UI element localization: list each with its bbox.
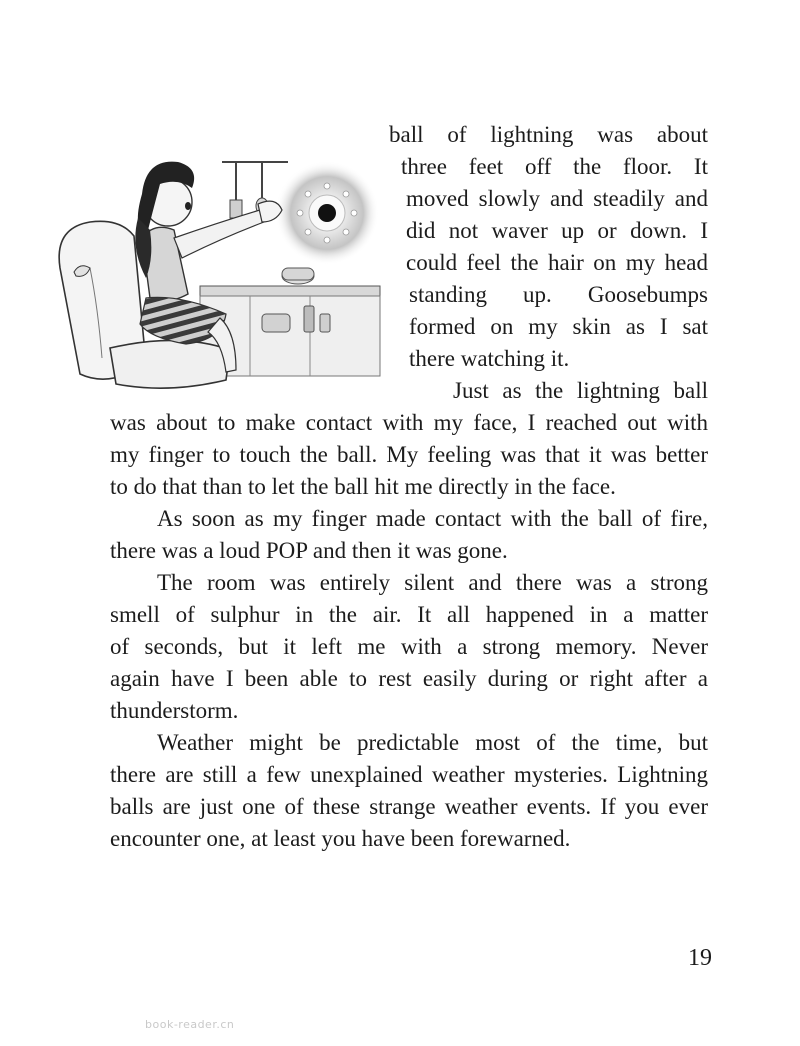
text-line: did not waver up or down. I [406, 218, 708, 243]
text-line: moved slowly and steadily and [406, 186, 708, 211]
text-line: there watching it. [409, 346, 570, 371]
text-line: balls are just one of these strange weather events. If you ever [110, 794, 708, 819]
page-number: 19 [688, 945, 712, 971]
text-line: again have I been able to rest easily during or right after a [110, 666, 708, 691]
text-line: to do that than to let the ball hit me directly in the face. [110, 474, 616, 499]
text-line: formed on my skin as I sat [409, 314, 708, 339]
text-line: As soon as my finger made contact with the ball of fire, [157, 506, 708, 531]
text-line: of seconds, but it left me with a strong memory. Never [110, 634, 708, 659]
text-line: there are still a few unexplained weather mysteries. Lightning [110, 762, 708, 787]
text-line: ball of lightning was about [389, 122, 708, 147]
watermark: book-reader.cn [145, 1018, 235, 1031]
girl-reaching-for-ball-lightning-illustration [50, 118, 392, 400]
text-line: thunderstorm. [110, 698, 239, 723]
text-line: was about to make contact with my face, I reached out with [110, 410, 708, 435]
text-line: Weather might be predictable most of the time, but [157, 730, 708, 755]
text-line: could feel the hair on my head [406, 250, 708, 275]
text-line: there was a loud POP and then it was gone. [110, 538, 508, 563]
text-line: The room was entirely silent and there was a strong [157, 570, 708, 595]
text-line: smell of sulphur in the air. It all happened in a matter [110, 602, 708, 627]
text-line: encounter one, at least you have been forewarned. [110, 826, 571, 851]
text-line: three feet off the floor. It [401, 154, 708, 179]
text-line: standing up. Goosebumps [409, 282, 708, 307]
text-line: Just as the lightning ball [453, 378, 708, 403]
text-line: my finger to touch the ball. My feeling was that it was better [110, 442, 708, 467]
